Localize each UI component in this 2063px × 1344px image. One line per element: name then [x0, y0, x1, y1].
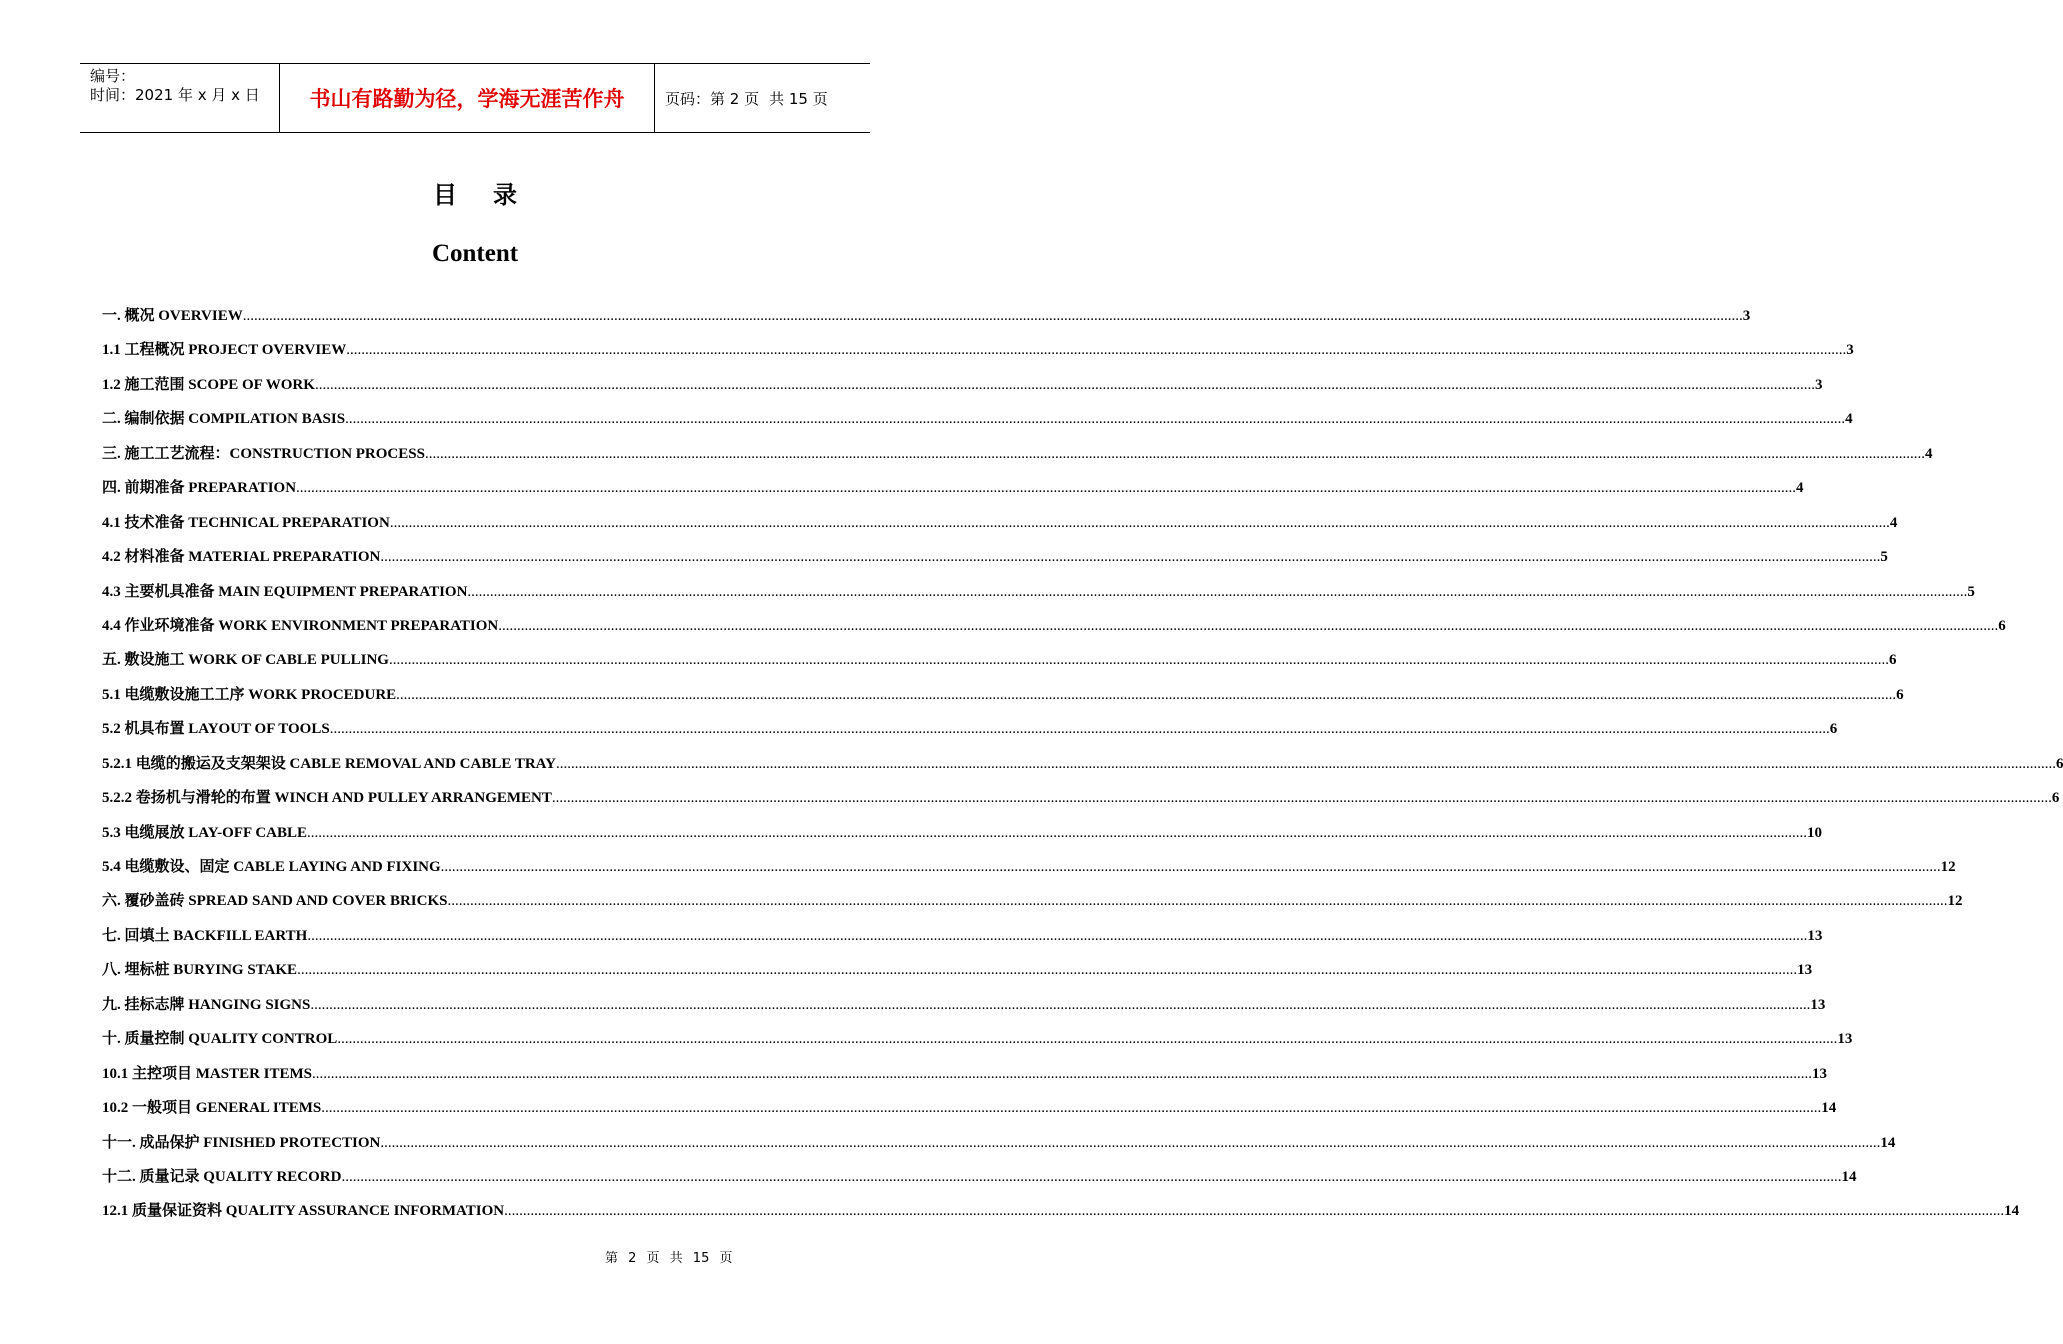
- header-motto: 书山有路勤为径，学海无涯苦作舟: [280, 64, 655, 132]
- toc-entry-label: 4.1 技术准备 TECHNICAL PREPARATION: [102, 514, 390, 531]
- toc-entry[interactable]: [102, 1096, 1837, 1130]
- toc-leader-dots: ................................................................................................................................................................................................................................................................................................................................................................................................................: [329, 721, 1830, 738]
- toc-entry-label: 5.2.2 卷扬机与滑轮的布置 WINCH AND PULLEY ARRANGEMENT: [102, 790, 552, 807]
- toc-entry-page: 14: [1841, 1168, 1857, 1185]
- toc-leader-dots: ................................................................................................................................................................................................................................................................................................................................................................................................................: [504, 1203, 2005, 1220]
- toc-leader-dots: ................................................................................................................................................................................................................................................................................................................................................................................................................: [396, 686, 1897, 703]
- toc-entry-page: 4: [1796, 480, 1804, 497]
- toc-entry-label: 九. 挂标志牌 HANGING SIGNS: [102, 996, 311, 1013]
- toc-entry[interactable]: [102, 958, 1813, 992]
- toc-leader-dots: ................................................................................................................................................................................................................................................................................................................................................................................................................: [380, 549, 1881, 566]
- document-time-label: 时间：2021 年 x 月 x 日: [90, 86, 260, 104]
- toc-entry-page: 6: [2051, 790, 2060, 807]
- toc-entry-label: 5.2 机具布置 LAYOUT OF TOOLS: [102, 721, 330, 738]
- toc-entry[interactable]: [102, 545, 1888, 579]
- toc-entry-label: 五. 敷设施工 WORK OF CABLE PULLING: [102, 652, 389, 669]
- toc-entry-page: 10: [1807, 824, 1823, 841]
- toc-entry-page: 12: [1940, 859, 1956, 875]
- toc-entry-label: 10.2 一般项目 GENERAL ITEMS: [102, 1100, 322, 1117]
- toc-entry-label: 七. 回填土 BACKFILL EARTH: [102, 927, 308, 944]
- toc-entry-page: 6: [1896, 686, 1904, 703]
- toc-entry-page: 3: [1846, 342, 1854, 359]
- toc-entry-label: 一. 概况 OVERVIEW: [102, 308, 243, 324]
- page-footer: 第 2 页 共 15 页: [605, 1251, 733, 1266]
- toc-leader-dots: ................................................................................................................................................................................................................................................................................................................................................................................................................: [307, 824, 1808, 841]
- toc-entry[interactable]: [102, 683, 1904, 717]
- toc-leader-dots: ................................................................................................................................................................................................................................................................................................................................................................................................................: [345, 411, 1846, 428]
- toc-entry[interactable]: [102, 752, 2063, 786]
- toc-entry-label: 4.3 主要机具准备 MAIN EQUIPMENT PREPARATION: [102, 583, 468, 600]
- toc-leader-dots: ................................................................................................................................................................................................................................................................................................................................................................................................................: [296, 480, 1797, 497]
- toc-title-english: Content: [431, 240, 519, 267]
- toc-leader-dots: ................................................................................................................................................................................................................................................................................................................................................................................................................: [297, 962, 1798, 979]
- toc-entry[interactable]: [102, 1199, 2020, 1233]
- toc-entry-label: 5.3 电缆展放 LAY-OFF CABLE: [102, 824, 308, 841]
- toc-entry-label: 三. 施工工艺流程：CONSTRUCTION PROCESS: [102, 445, 425, 462]
- toc-entry-page: 13: [1797, 962, 1813, 979]
- toc-leader-dots: ................................................................................................................................................................................................................................................................................................................................................................................................................: [498, 617, 1999, 634]
- toc-leader-dots: ................................................................................................................................................................................................................................................................................................................................................................................................................: [314, 376, 1815, 393]
- toc-entry-page: 14: [1821, 1100, 1837, 1117]
- toc-leader-dots: ................................................................................................................................................................................................................................................................................................................................................................................................................: [467, 583, 1968, 600]
- toc-leader-dots: ................................................................................................................................................................................................................................................................................................................................................................................................................: [310, 996, 1811, 1013]
- toc-entry-label: 十. 质量控制 QUALITY CONTROL: [102, 1031, 338, 1048]
- toc-entry-label: 10.1 主控项目 MASTER ITEMS: [102, 1065, 313, 1082]
- toc-entry-label: 二. 编制依据 COMPILATION BASIS: [102, 411, 346, 428]
- toc-entry-label: 1.1 工程概况 PROJECT OVERVIEW: [102, 342, 347, 359]
- toc-entry-page: 3: [1742, 308, 1751, 324]
- toc-leader-dots: ................................................................................................................................................................................................................................................................................................................................................................................................................: [337, 1031, 1838, 1048]
- toc-entry-page: 14: [2004, 1203, 2020, 1220]
- toc-entry[interactable]: [102, 442, 1933, 476]
- toc-entry[interactable]: [102, 1062, 1828, 1096]
- page-header: [80, 63, 870, 133]
- toc-entry-page: 13: [1837, 1031, 1853, 1048]
- toc-entry-page: 3: [1814, 376, 1823, 393]
- toc-entry-label: 5.1 电缆敷设施工工序 WORK PROCEDURE: [102, 686, 397, 703]
- toc-entry-label: 六. 覆砂盖砖 SPREAD SAND AND COVER BRICKS: [102, 893, 448, 910]
- toc-entry[interactable]: [102, 821, 1823, 855]
- toc-leader-dots: ................................................................................................................................................................................................................................................................................................................................................................................................................: [380, 1134, 1881, 1151]
- toc-entry-label: 4.2 材料准备 MATERIAL PREPARATION: [102, 549, 381, 566]
- toc-entry-page: 4: [1845, 411, 1853, 428]
- toc-entry[interactable]: [102, 614, 2006, 648]
- toc-entry[interactable]: [102, 373, 1823, 407]
- toc-entry-label: 1.2 施工范围 SCOPE OF WORK: [102, 376, 315, 393]
- toc-entry-label: 5.2.1 电缆的搬运及支架架设 CABLE REMOVAL AND CABLE TRAY: [102, 755, 556, 772]
- toc-leader-dots: ................................................................................................................................................................................................................................................................................................................................................................................................................: [555, 755, 2056, 772]
- toc-entry-label: 12.1 质量保证资料 QUALITY ASSURANCE INFORMATION: [102, 1203, 505, 1220]
- toc-entry-page: 6: [2055, 755, 2063, 772]
- header-page-total: 共 15 页: [769, 89, 828, 108]
- toc-title-chinese: 目录: [433, 181, 553, 209]
- toc-entry-label: 四. 前期准备 PREPARATION: [102, 480, 297, 497]
- toc-leader-dots: ................................................................................................................................................................................................................................................................................................................................................................................................................: [307, 927, 1808, 944]
- toc-entry-page: 6: [1998, 617, 2006, 634]
- toc-entry[interactable]: [102, 786, 2060, 820]
- toc-entry-page: 13: [1810, 996, 1826, 1013]
- toc-entry-label: 十二. 质量记录 QUALITY RECORD: [102, 1168, 342, 1185]
- document-number-label: 编号：: [90, 67, 136, 85]
- toc-entry-label: 十一. 成品保护 FINISHED PROTECTION: [102, 1134, 381, 1151]
- toc-leader-dots: ................................................................................................................................................................................................................................................................................................................................................................................................................: [321, 1100, 1822, 1117]
- toc-entry-page: 5: [1967, 583, 1975, 600]
- toc-entry[interactable]: [102, 1027, 1853, 1061]
- toc-entry[interactable]: [102, 1131, 1896, 1165]
- toc-entry-page: 5: [1880, 549, 1888, 566]
- toc-entry[interactable]: [102, 338, 1854, 372]
- toc-leader-dots: ................................................................................................................................................................................................................................................................................................................................................................................................................: [312, 1065, 1813, 1082]
- header-page-number: 页码：第 2 页: [665, 89, 760, 108]
- toc-entry[interactable]: [102, 924, 1823, 958]
- toc-entry[interactable]: [102, 407, 1853, 441]
- toc-leader-dots: ................................................................................................................................................................................................................................................................................................................................................................................................................: [389, 514, 1890, 531]
- toc-entry-page: 14: [1880, 1134, 1896, 1151]
- toc-leader-dots: ................................................................................................................................................................................................................................................................................................................................................................................................................: [424, 445, 1925, 462]
- toc-entry[interactable]: [102, 476, 1804, 510]
- toc-entry[interactable]: [102, 511, 1898, 545]
- toc-entry-page: 12: [1947, 893, 1963, 910]
- toc-leader-dots: ................................................................................................................................................................................................................................................................................................................................................................................................................: [388, 652, 1889, 669]
- toc-leader-dots: ................................................................................................................................................................................................................................................................................................................................................................................................................: [551, 790, 2052, 807]
- header-page-info: [655, 64, 870, 132]
- table-of-contents: [102, 304, 2063, 1234]
- toc-entry[interactable]: [102, 993, 1826, 1027]
- toc-entry[interactable]: [102, 717, 1838, 751]
- toc-entry-page: 6: [1829, 721, 1838, 738]
- toc-leader-dots: ................................................................................................................................................................................................................................................................................................................................................................................................................: [341, 1168, 1842, 1185]
- toc-entry[interactable]: [102, 1165, 1857, 1199]
- toc-entry-page: 6: [1888, 652, 1897, 669]
- toc-entry-page: 4: [1889, 514, 1898, 531]
- toc-entry-label: 5.4 电缆敷设、固定 CABLE LAYING AND FIXING: [102, 859, 441, 875]
- toc-leader-dots: ................................................................................................................................................................................................................................................................................................................................................................................................................: [440, 859, 1941, 875]
- toc-leader-dots: ................................................................................................................................................................................................................................................................................................................................................................................................................: [447, 893, 1948, 910]
- toc-leader-dots: ................................................................................................................................................................................................................................................................................................................................................................................................................: [242, 308, 1743, 324]
- toc-entry[interactable]: [102, 580, 1975, 614]
- toc-entry-label: 4.4 作业环境准备 WORK ENVIRONMENT PREPARATION: [102, 617, 499, 634]
- toc-entry[interactable]: [102, 648, 1897, 682]
- header-info-cell: [80, 64, 280, 132]
- toc-leader-dots: ................................................................................................................................................................................................................................................................................................................................................................................................................: [346, 342, 1847, 359]
- toc-entry-page: 13: [1812, 1065, 1828, 1082]
- toc-entry-page: 13: [1807, 927, 1823, 944]
- toc-entry[interactable]: [102, 855, 1956, 889]
- toc-entry[interactable]: [102, 304, 1751, 338]
- toc-entry-page: 4: [1924, 445, 1933, 462]
- toc-entry[interactable]: [102, 889, 1963, 923]
- toc-entry-label: 八. 埋标桩 BURYING STAKE: [102, 962, 298, 979]
